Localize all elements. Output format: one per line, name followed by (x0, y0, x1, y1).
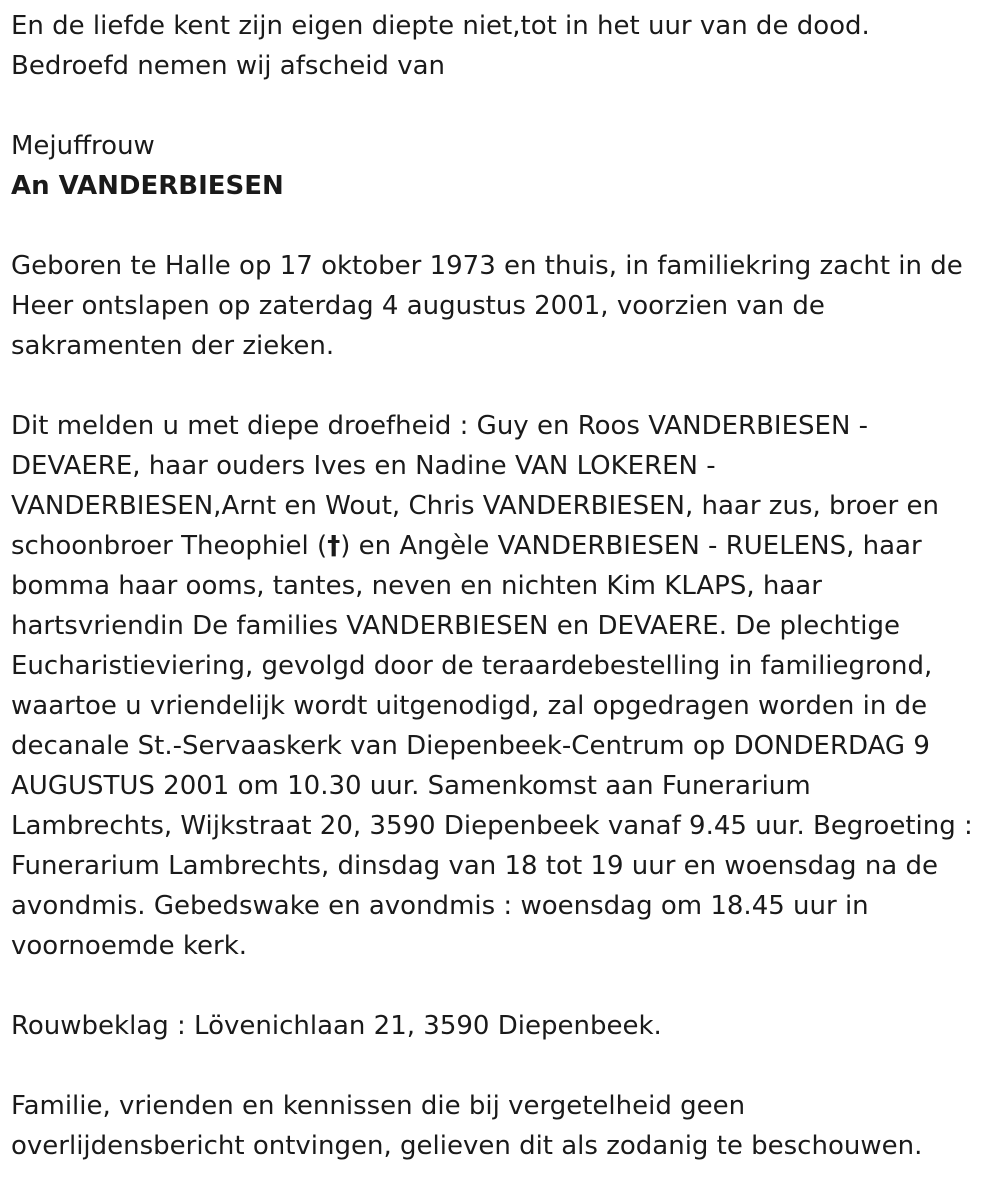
paragraph-line: avondmis. Gebedswake en avondmis : woensdag om 18.45 uur in (11, 891, 869, 921)
paragraph-line: Funerarium Lambrechts, dinsdag van 18 tot 19 uur en woensdag na de (11, 851, 938, 881)
paragraph-line: hartsvriendin De families VANDERBIESEN en DEVAERE. De plechtige (11, 611, 900, 641)
paragraph-line: Lambrechts, Wijkstraat 20, 3590 Diepenbeek vanaf 9.45 uur. Begroeting : (11, 811, 973, 841)
birth-death-paragraph (11, 246, 996, 366)
text-segment: ) en Angèle VANDERBIESEN - RUELENS, haar (340, 531, 922, 561)
paragraph-line: VANDERBIESEN,Arnt en Wout, Chris VANDERBIESEN, haar zus, broer en (11, 491, 939, 521)
paragraph-line: overlijdensbericht ontvingen, gelieven dit als zodanig te beschouwen. (11, 1131, 923, 1161)
deceased-title: Mejuffrouw (11, 131, 155, 161)
opening-verse (11, 6, 996, 86)
deceased-heading (11, 126, 996, 206)
paragraph-line: sakramenten der zieken. (11, 331, 335, 361)
paragraph-line: Heer ontslapen op zaterdag 4 augustus 2001, voorzien van de (11, 291, 825, 321)
paragraph-line: Geboren te Halle op 17 oktober 1973 en thuis, in familiekring zacht in de (11, 251, 963, 281)
paragraph-line: waartoe u vriendelijk wordt uitgenodigd, zal opgedragen worden in de (11, 691, 928, 721)
paragraph-line: decanale St.-Servaaskerk van Diepenbeek-Centrum op DONDERDAG 9 (11, 731, 930, 761)
farewell-line: Bedroefd nemen wij afscheid van (11, 51, 445, 81)
deceased-name: An VANDERBIESEN (11, 171, 284, 201)
paragraph-line (11, 526, 996, 566)
paragraph-line: Eucharistieviering, gevolgd door de teraardebestelling in familiegrond, (11, 651, 933, 681)
paragraph-line: AUGUSTUS 2001 om 10.30 uur. Samenkomst aan Funerarium (11, 771, 811, 801)
paragraph-line: voornoemde kerk. (11, 931, 248, 961)
announcement-paragraph (11, 406, 996, 966)
condolence-line: Rouwbeklag : Lövenichlaan 21, 3590 Diepenbeek. (11, 1011, 662, 1041)
paragraph-line: DEVAERE, haar ouders Ives en Nadine VAN LOKEREN - (11, 451, 716, 481)
condolence-address (11, 1006, 996, 1046)
paragraph-line: Dit melden u met diepe droefheid : Guy en Roos VANDERBIESEN - (11, 411, 869, 441)
verse-line: En de liefde kent zijn eigen diepte niet,tot in het uur van de dood. (11, 11, 870, 41)
cross-icon: † (327, 531, 341, 561)
paragraph-line: Familie, vrienden en kennissen die bij vergetelheid geen (11, 1091, 746, 1121)
closing-paragraph (11, 1086, 996, 1166)
paragraph-line: bomma haar ooms, tantes, neven en nichten Kim KLAPS, haar (11, 571, 822, 601)
text-segment: schoonbroer Theophiel ( (11, 531, 328, 561)
